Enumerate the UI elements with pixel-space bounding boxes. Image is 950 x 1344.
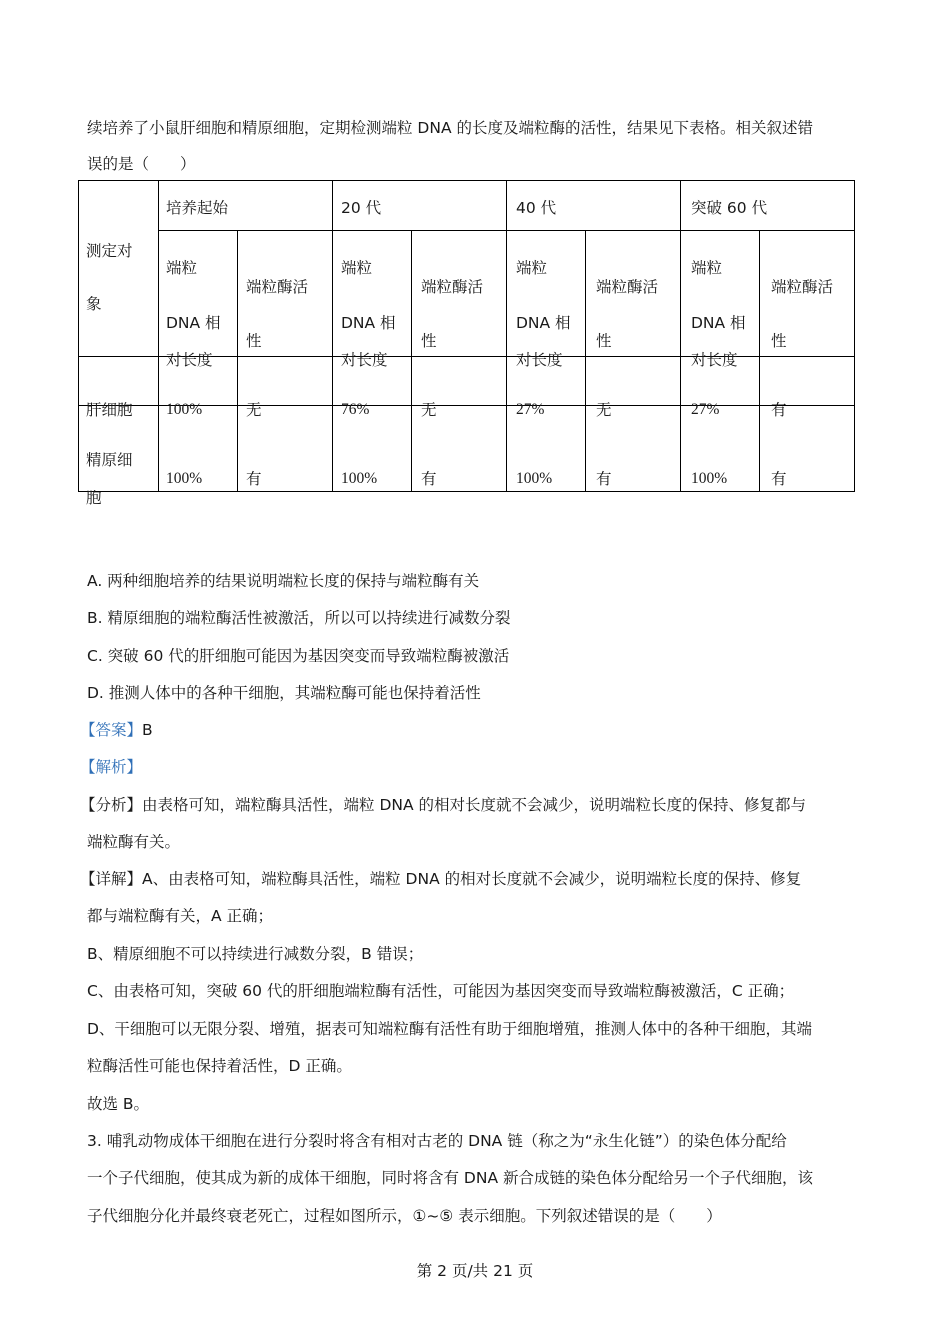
row-header-cell <box>79 181 159 357</box>
option-a: A. 两种细胞培养的结果说明端粒长度的保持与端粒酶有关 <box>87 572 480 590</box>
xiangjie-line-5: D、干细胞可以无限分裂、增殖，据表可知端粒酶有活性有助于细胞增殖，推测人体中的各种干细胞，其端 <box>87 1020 812 1038</box>
cell-value: 无 <box>246 401 262 419</box>
page-footer: 第 2 页/共 21 页 <box>416 1262 534 1280</box>
length-header-1: 端粒 <box>691 259 723 277</box>
cell-value: 有 <box>421 470 437 488</box>
row-label-sperm-2: 胞 <box>86 489 102 507</box>
grid-cell <box>238 357 333 406</box>
length-header-2: DNA 相 <box>691 314 746 332</box>
length-header-3: 对长度 <box>516 351 563 369</box>
cell-value: 无 <box>421 401 437 419</box>
header-cell <box>159 231 238 357</box>
length-header-2: DNA 相 <box>516 314 571 332</box>
fenxi-line-2: 端粒酶有关。 <box>87 833 181 851</box>
answer-label: 【答案】 <box>80 721 143 739</box>
option-d: D. 推测人体中的各种干细胞，其端粒酶可能也保持着活性 <box>87 684 481 702</box>
period-label: 突破 60 代 <box>691 199 768 217</box>
q3-line-1: 3. 哺乳动物成体干细胞在进行分裂时将含有相对古老的 DNA 链（称之为“永生化链”）的染色体分配给 <box>87 1132 787 1150</box>
activity-header-2: 性 <box>771 332 787 350</box>
length-header-3: 对长度 <box>341 351 388 369</box>
xiangjie-label: 【详解】 <box>80 870 143 888</box>
cell-value: 76% <box>341 401 370 418</box>
cell-value: 有 <box>771 401 787 419</box>
xiangjie-text: A、由表格可知，端粒酶具活性，端粒 DNA 的相对长度就不会减少，说明端粒长度的保持、修复 <box>142 870 802 888</box>
header-cell <box>333 231 412 357</box>
period-label: 20 代 <box>341 199 382 217</box>
activity-header-1: 端粒酶活 <box>596 278 659 296</box>
option-c: C. 突破 60 代的肝细胞可能因为基因突变而导致端粒酶被激活 <box>87 647 510 665</box>
fenxi-text: 由表格可知，端粒酶具活性，端粒 DNA 的相对长度就不会减少，说明端粒长度的保持、修复都与 <box>142 796 807 814</box>
analysis-label: 【解析】 <box>80 758 143 776</box>
cell-value: 有 <box>596 470 612 488</box>
option-b: B. 精原细胞的端粒酶活性被激活，所以可以持续进行减数分裂 <box>87 609 511 627</box>
period-label: 培养起始 <box>166 199 229 217</box>
grid-cell <box>760 357 855 406</box>
data-table <box>78 180 855 492</box>
cell-value: 100% <box>691 470 728 487</box>
activity-header-2: 性 <box>596 332 612 350</box>
xiangjie-line-7: 故选 B。 <box>87 1095 150 1113</box>
row-header-line-2: 象 <box>86 295 102 313</box>
cell-value: 27% <box>691 401 720 418</box>
xiangjie-line-3: B、精原细胞不可以持续进行减数分裂，B 错误； <box>87 945 424 963</box>
row-label-sperm-1: 精原细 <box>86 451 133 469</box>
cell-value: 100% <box>516 470 553 487</box>
xiangjie-line-1 <box>80 869 801 889</box>
cell-value: 有 <box>771 470 787 488</box>
activity-header-1: 端粒酶活 <box>421 278 484 296</box>
answer-value: B <box>142 721 153 739</box>
length-header-2: DNA 相 <box>341 314 396 332</box>
cell-value: 有 <box>246 470 262 488</box>
length-header-1: 端粒 <box>341 259 373 277</box>
cell-value: 27% <box>516 401 545 418</box>
header-cell <box>681 231 760 357</box>
grid-cell <box>412 357 507 406</box>
cell-value: 无 <box>596 401 612 419</box>
grid-cell <box>79 357 159 406</box>
cell-value: 100% <box>166 470 203 487</box>
activity-header-2: 性 <box>421 332 437 350</box>
xiangjie-line-4: C、由表格可知，突破 60 代的肝细胞端粒酶有活性，可能因为基因突变而导致端粒酶被激活，C 正确； <box>87 982 795 1000</box>
activity-header-2: 性 <box>246 332 262 350</box>
q3-line-2: 一个子代细胞，使其成为新的成体干细胞，同时将含有 DNA 新合成链的染色体分配给另一个子代细胞，该 <box>87 1169 813 1187</box>
xiangjie-line-2: 都与端粒酶有关，A 正确； <box>87 907 274 925</box>
fenxi-line-1 <box>80 795 806 815</box>
activity-header-1: 端粒酶活 <box>246 278 309 296</box>
period-label: 40 代 <box>516 199 557 217</box>
intro-line-1: 续培养了小鼠肝细胞和精原细胞，定期检测端粒 DNA 的长度及端粒酶的活性，结果见下表格。相关叙述错 <box>87 119 813 137</box>
intro-line-2: 误的是（ ） <box>87 155 196 173</box>
activity-header-1: 端粒酶活 <box>771 278 834 296</box>
answer <box>80 720 153 740</box>
fenxi-label: 【分析】 <box>80 796 143 814</box>
length-header-1: 端粒 <box>166 259 198 277</box>
grid-cell <box>586 357 681 406</box>
length-header-3: 对长度 <box>691 351 738 369</box>
cell-value: 100% <box>166 401 203 418</box>
row-label-liver: 肝细胞 <box>86 401 133 419</box>
header-cell <box>507 231 586 357</box>
cell-value: 100% <box>341 470 378 487</box>
xiangjie-line-6: 粒酶活性可能也保持着活性，D 正确。 <box>87 1057 352 1075</box>
row-header-line-1: 测定对 <box>86 242 133 260</box>
length-header-2: DNA 相 <box>166 314 221 332</box>
length-header-1: 端粒 <box>516 259 548 277</box>
length-header-3: 对长度 <box>166 351 213 369</box>
q3-line-3: 子代细胞分化并最终衰老死亡，过程如图所示，①~⑤ 表示细胞。下列叙述错误的是（ ） <box>87 1207 722 1225</box>
